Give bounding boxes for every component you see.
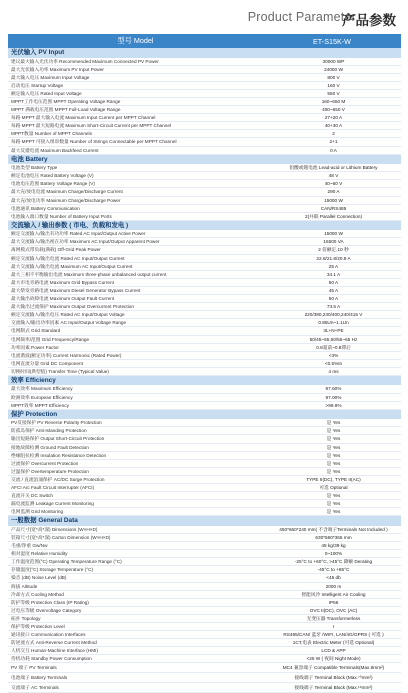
spec-row xyxy=(8,197,401,205)
spec-row xyxy=(8,663,401,673)
spec-value: 3L+N+PE xyxy=(323,328,344,334)
spec-value: 0.8超前~0.8滞后 xyxy=(316,344,351,350)
spec-value: 160~650 M xyxy=(321,98,346,104)
spec-row xyxy=(8,271,401,279)
spec-row xyxy=(8,623,401,631)
spec-value: 智能风冷 Intelligent Air Cooling xyxy=(301,591,366,597)
spec-label: 切换时间(典型值) Transfer Time (Typical Value) xyxy=(11,368,109,374)
spec-label: 电池通讯 Battery Communication xyxy=(11,205,80,211)
spec-value: 2(并联 Parallel Connection) xyxy=(304,213,363,219)
spec-label: 最大输入电压 Maximum Input Voltage xyxy=(11,74,90,80)
spec-value: 2000 m xyxy=(325,583,342,589)
spec-label: 离网模式带负载(满载) Off-Grid Peak Power xyxy=(11,247,101,253)
spec-label: 额定交流输入/输出电流 Rated AC Input/Output Current xyxy=(11,255,125,261)
spec-row xyxy=(8,385,401,393)
section-header: 光伏输入 PV Input xyxy=(8,48,401,58)
spec-value: >99.9% xyxy=(325,402,342,408)
spec-value: 是 Yes xyxy=(326,493,341,499)
spec-row xyxy=(8,655,401,663)
spec-value: RS485/CAN/ 蓝牙 /WIFI, LAN/4G/GPRS ( 可选 ) xyxy=(283,632,384,638)
spec-label: 绝缘阻抗检测 Insulation Resistance Detection xyxy=(11,452,107,458)
spec-label: 功率因素 Power Factor xyxy=(11,344,59,350)
spec-row xyxy=(8,205,401,213)
page-title-en: Product Parameter xyxy=(247,10,356,24)
spec-row xyxy=(8,336,401,344)
spec-row xyxy=(8,360,401,368)
spec-value: 15000 W xyxy=(324,197,343,203)
spec-value: -25°C to +60°C, >45°C 降额 Derating xyxy=(294,559,373,565)
spec-value: OVC II(DC), OVC (AC) xyxy=(309,607,358,613)
spec-row xyxy=(8,138,401,146)
spec-value: 是 Yes xyxy=(326,468,341,474)
spec-value: 800 V xyxy=(327,74,340,80)
spec-row xyxy=(8,683,401,693)
spec-row xyxy=(8,311,401,319)
spec-value: I xyxy=(332,624,335,629)
spec-label: 建议最大输入光伏功率 Recommended Maximum Connected PV Power xyxy=(11,58,159,64)
spec-row xyxy=(8,558,401,566)
spec-row xyxy=(8,484,401,492)
model-value: ET-S15K-W xyxy=(313,36,351,46)
spec-label: 交流端子 AC Terminals xyxy=(11,685,59,691)
spec-row xyxy=(8,147,401,155)
spec-value: 22.8/21.8/20.9 A xyxy=(316,255,351,261)
spec-label: 额定输入电压 Rated Input Voltage xyxy=(11,90,82,96)
spec-label: 接地故障检测 Ground Fault Detection xyxy=(11,444,89,450)
spec-row xyxy=(8,468,401,476)
spec-value: 是 Yes xyxy=(326,436,341,442)
spec-row xyxy=(8,106,401,114)
spec-value: 45 kg/39 kg xyxy=(321,543,346,549)
spec-row xyxy=(8,327,401,335)
spec-row xyxy=(8,566,401,574)
spec-label: 最大光伏输入功率 Maximum PV Input Power xyxy=(11,66,104,72)
spec-label: 最大效率 Maximum Efficiency xyxy=(11,386,73,392)
spec-label: 冷却方式 Cooling Method xyxy=(11,591,64,597)
model-label: 型号 Model xyxy=(117,36,154,45)
spec-row xyxy=(8,647,401,655)
spec-row xyxy=(8,82,401,90)
spec-row xyxy=(8,508,401,516)
spec-value: 2+1 xyxy=(329,139,338,145)
spec-sheet xyxy=(8,34,401,693)
spec-value: 550 V xyxy=(327,90,340,96)
spec-value: 73.5 A xyxy=(326,304,341,310)
spec-value: 630*560*365 mm xyxy=(315,534,352,540)
spec-label: 额定电池电压 Rated Battery Voltage (V) xyxy=(11,173,94,179)
spec-row xyxy=(8,303,401,311)
spec-row xyxy=(8,319,401,327)
spec-label: 噪音 (dB) Noise Level (dB) xyxy=(11,575,67,581)
spec-value: 是 Yes xyxy=(326,509,341,515)
spec-row xyxy=(8,246,401,254)
spec-row xyxy=(8,66,401,74)
spec-row xyxy=(8,344,401,352)
spec-row xyxy=(8,599,401,607)
section-header: 一般数据 General Data xyxy=(8,516,401,526)
spec-value: <0.5%In xyxy=(324,360,343,366)
spec-label: 最大市电旁路电流 Maximum Grid Bypass Current xyxy=(11,279,114,285)
spec-label: 电流谐波(额定功率) Current Harmonic (Rated Power) xyxy=(11,352,122,358)
spec-value: 450*660*240 mm( 不含端子Terminals Not Included ) xyxy=(279,526,388,532)
spec-label: 输出短路保护 Output Short-Circuit Protection xyxy=(11,436,105,442)
spec-row xyxy=(8,98,401,106)
spec-row xyxy=(8,492,401,500)
spec-label: PV 端子 PV Terminals xyxy=(11,665,57,671)
spec-row xyxy=(8,238,401,246)
page-header xyxy=(0,0,408,34)
spec-row xyxy=(8,58,401,66)
spec-row xyxy=(8,287,401,295)
spec-label: MPPT工作电压范围 MPPT Operating Voltage Range xyxy=(11,98,121,104)
spec-value: <25 W ( 夜间 Night Mode) xyxy=(306,656,361,662)
spec-label: MPPT数量 Number of MPPT Channels xyxy=(11,131,92,137)
spec-value: 27+20 A xyxy=(324,115,343,121)
spec-label: 电池端子 Battery Terminals xyxy=(11,675,68,681)
page-title-cn: 产品参数 xyxy=(342,13,396,28)
spec-label: 产品尺寸(宽*高*深) Dimensions (W×H×D) xyxy=(11,526,98,532)
spec-value: 40~60 V xyxy=(324,181,343,187)
spec-row xyxy=(8,164,401,172)
spec-row xyxy=(8,114,401,122)
spec-value: 48 V xyxy=(328,173,339,179)
spec-row xyxy=(8,130,401,138)
spec-row xyxy=(8,213,401,221)
spec-label: 每路 MPPT 可接入组串数量 Number of Strings Connectable per MPPT Channel xyxy=(11,139,177,145)
spec-label: 电网频率/范围 Grid Frequency/Range xyxy=(11,336,90,342)
spec-label: 待机功耗 Standby Power Consumption xyxy=(11,656,92,662)
section-header: 交流输入 / 输出参数 ( 市电、负载和发电 ) xyxy=(8,221,401,231)
spec-label: MPPT效率 MPPT Efficiency xyxy=(11,402,69,408)
spec-value: 2 倍额定,10 秒 xyxy=(318,247,349,253)
spec-row xyxy=(8,500,401,508)
spec-value: 15000 W xyxy=(324,231,343,237)
spec-label: 通讯接口 Communication Interfaces xyxy=(11,632,86,638)
spec-value: 是 Yes xyxy=(326,444,341,450)
spec-value: 24000 W xyxy=(324,66,343,72)
spec-value: 0~100% xyxy=(324,551,343,557)
spec-label: 每路 MPPT 最大输入电流 Maximum Input Current per MPPT Channel xyxy=(11,115,156,121)
spec-label: 欧洲效率 European Efficiency xyxy=(11,394,73,400)
spec-row xyxy=(8,460,401,468)
spec-row xyxy=(8,574,401,582)
spec-row xyxy=(8,263,401,271)
spec-label: 电池电压范围 Battery Voltage Range (V) xyxy=(11,181,95,187)
spec-value: CAN/RS485 xyxy=(320,205,347,211)
spec-label: 最大交流输入/输出电流 Maximum AC Input/Output Current xyxy=(11,263,133,269)
spec-value: 25 A xyxy=(328,263,339,269)
spec-label: 最大充/放电功率 Maximum Charge/Discharge Power xyxy=(11,197,121,203)
spec-row xyxy=(8,534,401,542)
spec-label: 拓扑 Topology xyxy=(11,615,41,621)
spec-value: 400~650 V xyxy=(322,107,345,113)
spec-row xyxy=(8,452,401,460)
spec-row xyxy=(8,419,401,427)
spec-row xyxy=(8,435,401,443)
spec-label: 电池类型 Battery Type xyxy=(11,165,58,171)
spec-row xyxy=(8,279,401,287)
spec-value: 50/45~55,60/55~65 Hz xyxy=(309,336,358,342)
spec-value: 2 xyxy=(332,131,335,137)
spec-label: 交流输入/输出功率因素 AC Input/Output Voltage Range xyxy=(11,320,127,326)
spec-value: <3% xyxy=(328,352,339,358)
spec-row xyxy=(8,90,401,98)
spec-value: 34.1 A xyxy=(326,271,341,277)
spec-label: 保护等级 Protection Level xyxy=(11,624,65,629)
spec-value: 是 Yes xyxy=(326,460,341,466)
spec-label: 最大三相不平衡输出电流 Maximum three-phase unbalanced output current xyxy=(11,271,167,277)
spec-label: PV反接保护 PV Reverse Polarity Protection xyxy=(11,420,102,426)
spec-label: 过电压等级 Overvoltage Category xyxy=(11,607,82,613)
spec-value: 4 ms xyxy=(328,368,339,374)
spec-row xyxy=(8,542,401,550)
section-header: 保护 Protection xyxy=(8,410,401,420)
model-header-row xyxy=(8,34,401,48)
spec-value: 50 A xyxy=(328,296,339,302)
spec-row xyxy=(8,188,401,196)
spec-value: 无变压器 Transformerless xyxy=(306,615,361,621)
spec-value: 45 A xyxy=(328,287,339,293)
spec-label: 防护等级 Protection Class (IP Rating) xyxy=(11,599,89,605)
spec-label: 工作温度范围(°C) Operating Temperature Range (°C) xyxy=(11,559,122,565)
spec-row xyxy=(8,591,401,599)
section-header: 效率 Efficiency xyxy=(8,376,401,386)
spec-label: MPPT 满载电压范围 MPPT Full-Load Voltage Range xyxy=(11,107,121,113)
spec-value: 0.85Un~1.1Un xyxy=(318,320,349,326)
spec-label: 毛重/净重 Gw/Nw xyxy=(11,543,48,549)
section-header: 电池 Battery xyxy=(8,155,401,165)
spec-label: 防孤岛保护 Anti-Islanding Protection xyxy=(11,428,87,434)
spec-row xyxy=(8,402,401,410)
spec-row xyxy=(8,631,401,639)
spec-value: 铅酸或锂电池 Lead-acid or Lithium Battery xyxy=(289,165,378,171)
spec-label: 装箱尺寸(宽*高*深) Carton Dimension (W×H×D) xyxy=(11,534,111,540)
spec-value: LCD & APP xyxy=(321,648,346,654)
spec-row xyxy=(8,583,401,591)
spec-value: 290 A xyxy=(327,189,340,195)
spec-row xyxy=(8,427,401,435)
spec-label: 过温保护 Overtemperature Protection xyxy=(11,468,89,474)
spec-value: 1CT,电表 Electric Meter (可选 Optional) xyxy=(292,640,375,646)
spec-row xyxy=(8,394,401,402)
spec-label: 电网直流分量 Grid DC Component xyxy=(11,360,83,366)
spec-value: 接线端子 Terminal Block (Max.⁷⁰mm²) xyxy=(294,675,373,681)
spec-row xyxy=(8,550,401,558)
spec-row xyxy=(8,615,401,623)
spec-value: 接线端子 Terminal Block (Max.¹⁶mm²) xyxy=(294,685,373,691)
spec-value: IP66 xyxy=(328,599,339,605)
spec-row xyxy=(8,255,401,263)
spec-row xyxy=(8,352,401,360)
spec-value: 40+30 A xyxy=(324,123,343,129)
spec-value: 是 Yes xyxy=(326,501,341,507)
spec-label: 直流开关 DC Switch xyxy=(11,493,53,499)
spec-label: 最大充/放电电流 Maximum Charge/Discharge Current xyxy=(11,189,123,195)
spec-label: 最大输出故障电流 Maximum Output Fault Current xyxy=(11,296,115,302)
spec-value: 是 Yes xyxy=(326,452,341,458)
spec-row xyxy=(8,444,401,452)
spec-row xyxy=(8,526,401,534)
spec-row xyxy=(8,230,401,238)
spec-value: 0 A xyxy=(330,147,337,153)
spec-label: 每路 MPPT 最大短路电流 Maximum Short-Circuit Current per MPPT Channel xyxy=(11,123,172,129)
spec-label: 最大柴发旁路电流 Maximum Diesel Generator Bypass Current xyxy=(11,287,141,293)
spec-value: <45 db xyxy=(326,575,341,581)
spec-label: AFCI Arc Fault Circuit Interrupter (AFCI) xyxy=(11,485,95,490)
spec-label: 最大反灌电流 Maximum Backfeed Current xyxy=(11,147,99,153)
spec-label: 额定交流输入/输出电压 Rated AC Input/Output Voltage xyxy=(11,312,125,318)
spec-value: 97.00% xyxy=(325,394,342,400)
spec-value: 97.60% xyxy=(325,386,342,392)
spec-label: 漏电流监测 Leakage Current Monitoring xyxy=(11,501,94,507)
spec-label: 人机交互 Human-Machine Interface (HMI) xyxy=(11,648,99,654)
spec-label: 相对湿度 Relative Humidity xyxy=(11,551,68,557)
spec-value: -45°C to +85°C xyxy=(317,567,350,573)
spec-value: 160 V xyxy=(327,82,340,88)
spec-row xyxy=(8,639,401,647)
spec-value: TYPE II(DC), TYPE II(AC) xyxy=(306,476,361,482)
spec-label: 电网制式 Grid Standard xyxy=(11,328,61,334)
spec-label: 最大交流输入/输出视在功率 Maximum AC Input/Output Apparent Power xyxy=(11,239,160,245)
spec-row xyxy=(8,74,401,82)
spec-value: MC4 兼容端子 Compatible Terminals(Max.6mm²) xyxy=(282,665,385,671)
spec-row xyxy=(8,673,401,683)
spec-label: 启动电压 Startup Voltage xyxy=(11,82,64,88)
spec-label: 额定交流输入/输出有功功率 Rated AC Input/Output Active Power xyxy=(11,231,146,237)
spec-value: 是 Yes xyxy=(326,428,341,434)
spec-label: 最大输出过流保护 Maximum Output Overcurrent Protection xyxy=(11,304,134,310)
spec-label: 过流保护 Overcurrent Protection xyxy=(11,460,79,466)
spec-row xyxy=(8,122,401,130)
spec-label: 防逆流方式 Anti-Reverse Current Method xyxy=(11,640,97,646)
spec-value: 可选 Optional xyxy=(319,485,348,490)
spec-row xyxy=(8,368,401,376)
spec-row xyxy=(8,180,401,188)
spec-value: 220/380,230/400,240/415 V xyxy=(304,312,363,318)
spec-label: 交流 / 直流浪涌保护 AC/DC Surge Protection xyxy=(11,476,105,482)
spec-value: 是 Yes xyxy=(326,420,341,426)
spec-value: 16500 VA xyxy=(323,239,344,245)
spec-row xyxy=(8,172,401,180)
spec-label: 电网监测 Grid Monitoring xyxy=(11,509,64,515)
spec-row xyxy=(8,295,401,303)
spec-label: 海拔 Altitude xyxy=(11,583,38,589)
spec-value: 30000 WP xyxy=(322,58,345,64)
spec-label: 电池输入端口数量 Number of Battery Input Ports xyxy=(11,213,112,219)
spec-value: 50 A xyxy=(328,279,339,285)
spec-label: 存储温度(°C) Storage Temperature (°C) xyxy=(11,567,94,573)
spec-row xyxy=(8,476,401,484)
